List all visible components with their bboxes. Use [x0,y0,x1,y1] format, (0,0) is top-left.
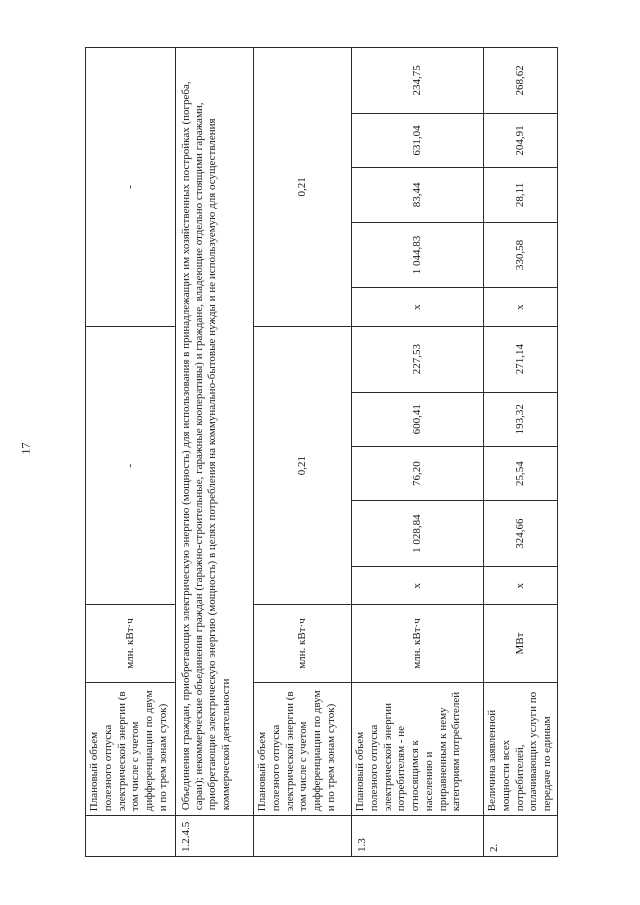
value-cell: х [484,288,558,327]
merged-value-right: - [86,48,176,327]
row-label: Величина заявленной мощности всех потребителей, оплачивающих услуги по передаче по единым [484,682,558,816]
value-cell: 193,32 [484,392,558,446]
merged-value-left: - [86,326,176,605]
value-cell: х [484,566,558,605]
row-unit: млн. кВт·ч [352,605,484,682]
value-cell: 324,66 [484,501,558,567]
merged-value-right: 0,21 [254,48,352,327]
row-label: Плановый объем полезного отпуска электрической энергии (в том числе с учетом дифференциации по двум и по трем зонам суток) [254,682,352,816]
value-cell: 271,14 [484,326,558,392]
value-cell: 234,75 [352,48,484,114]
value-cell: 83,44 [352,168,484,222]
value-cell: 330,58 [484,222,558,288]
value-cell: 28,11 [484,168,558,222]
value-cell: 631,04 [352,113,484,167]
table-row [352,48,484,857]
value-cell: 600,41 [352,392,484,446]
table-row [86,48,176,857]
value-cell: 204,91 [484,113,558,167]
value-cell: х [352,566,484,605]
page-number: 17 [18,442,33,455]
row-unit: МВт [484,605,558,682]
merged-value-left: 0,21 [254,326,352,605]
row-number [86,816,176,857]
value-cell: 25,54 [484,446,558,500]
row-unit: млн. кВт·ч [86,605,176,682]
rotated-table-wrapper [85,47,555,857]
table-row [176,48,254,857]
row-unit: млн. кВт·ч [254,605,352,682]
value-cell: 1 028,84 [352,501,484,567]
category-description: Объединения граждан, приобретающих электрическую энергию (мощность) для использования в принадлежащих им хозяйственных постройках (погреба, сараи); некоммерческие объединения граждан (гаражно-строительные, гаражные кооперативы) и граждане, владеющие отдельно стоящими гаражами, приобретающие электрическую энергию (мощность) в целях потребления на коммунально-бытовые нужды и не используемую для осуществления коммерческой деятельности [176,48,254,816]
row-number: 2. [484,816,558,857]
row-number: 1.2.4.5 [176,816,254,857]
table-row [484,48,558,857]
value-cell: 76,20 [352,446,484,500]
table-row [254,48,352,857]
row-number: 1.3 [352,816,484,857]
row-number [254,816,352,857]
value-cell: х [352,288,484,327]
row-label: Плановый объем полезного отпуска электрической энергии (в том числе с учетом дифференциации по двум и по трем зонам суток) [86,682,176,816]
value-cell: 268,62 [484,48,558,114]
value-cell: 1 044,83 [352,222,484,288]
row-label: Плановый объем полезного отпуска электрической энергии потребителям - не относящимся к населению и приравненным к нему категориям потребителей [352,682,484,816]
value-cell: 227,53 [352,326,484,392]
tariff-table [85,47,558,857]
